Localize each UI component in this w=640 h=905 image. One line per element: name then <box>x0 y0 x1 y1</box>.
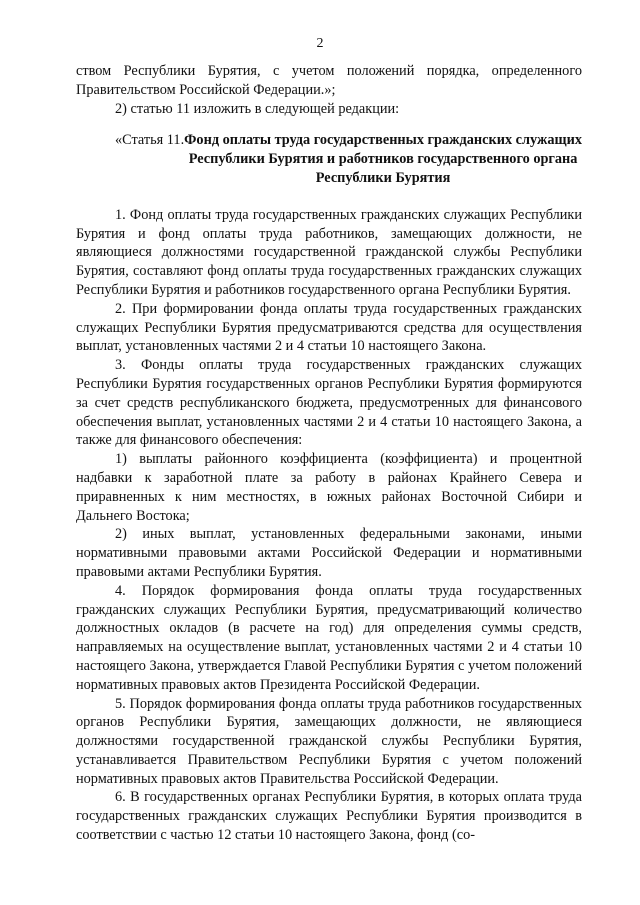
document-body <box>76 62 582 845</box>
paragraph-5: 5. Порядок формирования фонда оплаты труда работников государственных органов Республики Бурятия, замещающих должности, не являющиеся должностями государственной гражданской службы Республики Бурятия, устанавливается Правительством Республики Бурятия с учетом положений нормативных правовых актов Правительства Российской Федерации. <box>76 695 582 787</box>
article-title: Фонд оплаты труда государственных гражданских служащих Республики Бурятия и работников государственного органа Республики Бурятия <box>184 132 582 186</box>
intro-continuation: ством Республики Бурятия, с учетом положений порядка, определенного Правительством Российской Федерации.»; <box>76 63 582 98</box>
subitem-1: 1) выплаты районного коэффициента (коэффициента) и процентной надбавки к заработной плате за работу в районах Крайнего Севера и приравненных к ним местностях, в южных районах Восточной Сибири и Дальнего Востока; <box>76 451 582 524</box>
paragraph-3: 3. Фонды оплаты труда государственных гражданских служащих Республики Бурятия государственных органов Республики Бурятия формируются за счет средств республиканского бюджета, предусмотренных для финансового обеспечения выплат, установленных частями 2 и 4 статьи 10 настоящего Закона, а также для финансового обеспечения: <box>76 357 582 449</box>
paragraph-4: 4. Порядок формирования фонда оплаты труда государственных гражданских служащих Республики Бурятия, предусматривающий количество должностных окладов (в расчете на год) для определения суммы средств, направляемых на осуществление выплат, установленных частями 2 и 4 статьи 10 настоящего Закона, утверждается Главой Республики Бурятия с учетом положений нормативных правовых актов Президента Российской Федерации. <box>76 582 582 693</box>
article-heading <box>76 131 582 187</box>
paragraph-6: 6. В государственных органах Республики Бурятия, в которых оплата труда государственных гражданских служащих Республики Бурятия производится в соответствии с частью 12 статьи 10 настоящего Закона, фонд (со- <box>76 789 582 844</box>
paragraph-1: 1. Фонд оплаты труда государственных гражданских служащих Республики Бурятия и фонд оплаты труда работников, замещающих должности, не являющиеся должностями государственной гражданской службы Республики Бурятия, составляют фонд оплаты труда государственных гражданских служащих Республики Бурятия и работников государственного органа Республики Бурятия. <box>76 206 582 298</box>
amendment-item-2: 2) статью 11 изложить в следующей редакции: <box>115 100 400 117</box>
page-number: 2 <box>316 36 324 51</box>
subitem-2: 2) иных выплат, установленных федеральными законами, иными нормативными правовыми актами Российской Федерации и нормативными правовыми актами Республики Бурятия. <box>76 526 582 580</box>
article-number: «Статья 11. <box>115 132 185 149</box>
paragraph-2: 2. При формировании фонда оплаты труда государственных гражданских служащих Республики Бурятия предусматриваются средства для осуществления выплат, установленных частями 2 и 4 статьи 10 настоящего Закона. <box>76 300 582 355</box>
